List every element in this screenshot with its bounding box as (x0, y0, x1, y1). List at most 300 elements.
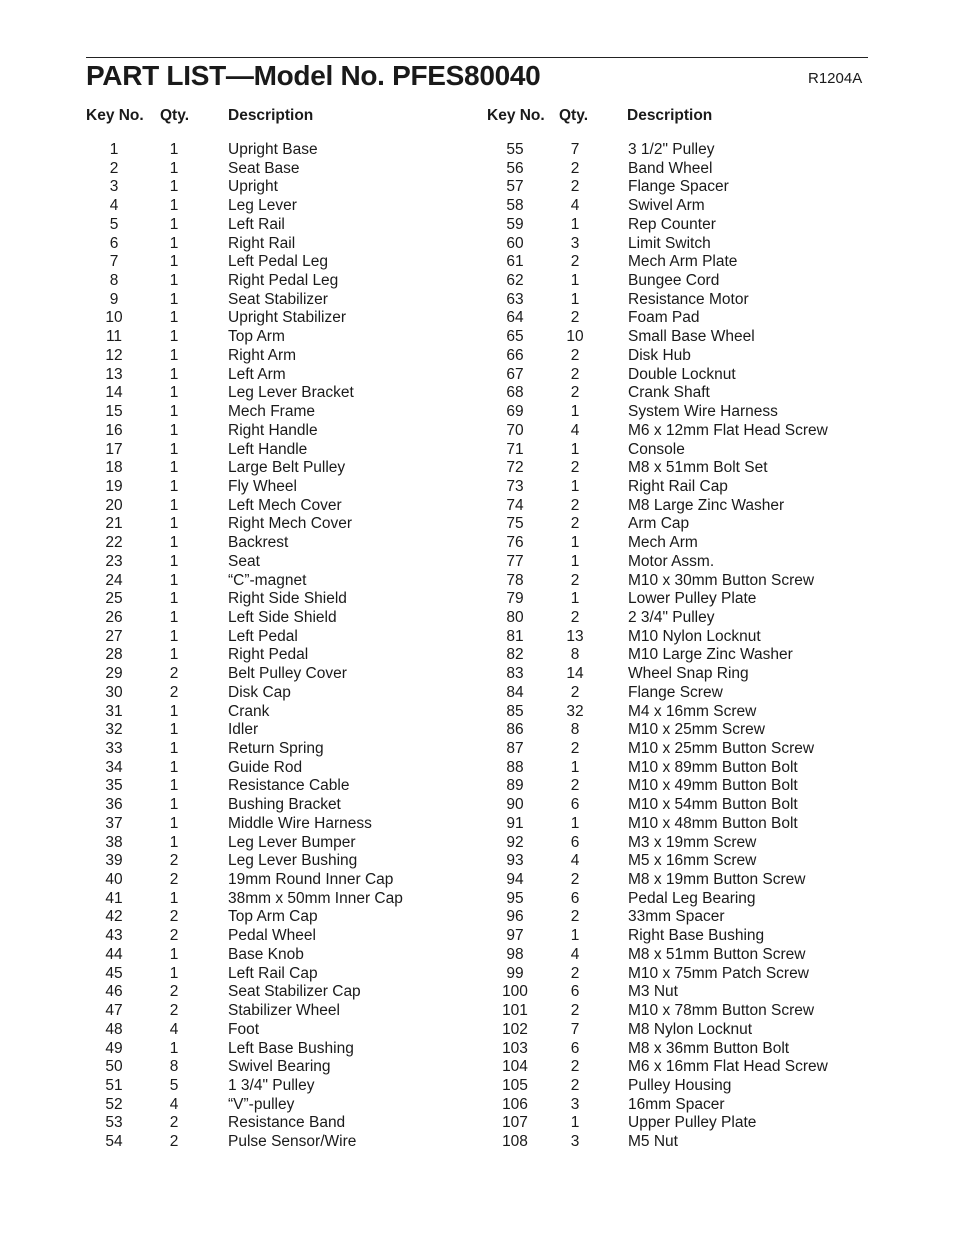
part-description: Backrest (228, 534, 289, 552)
part-description: Left Mech Cover (228, 496, 342, 514)
part-description: Resistance Cable (228, 777, 350, 795)
part-key-no: 86 (506, 721, 524, 739)
part-key-no: 64 (506, 309, 524, 327)
part-key-no: 77 (506, 552, 524, 570)
part-qty: 2 (570, 777, 580, 795)
part-key-no: 40 (105, 871, 123, 889)
part-description: Mech Frame (228, 403, 315, 421)
part-qty: 1 (169, 197, 179, 215)
part-description: Pedal Leg Bearing (628, 889, 756, 907)
part-key-no: 47 (105, 1002, 123, 1020)
part-qty: 2 (570, 496, 580, 514)
part-qty: 2 (570, 253, 580, 271)
part-description: Base Knob (228, 945, 304, 963)
part-key-no: 2 (109, 159, 119, 177)
part-description: 3 1/2" Pulley (628, 141, 715, 158)
part-description: M3 Nut (628, 983, 678, 1001)
part-qty: 1 (169, 608, 179, 626)
part-description: Left Pedal Leg (228, 253, 328, 271)
part-qty: 2 (169, 852, 179, 870)
part-qty: 1 (169, 515, 179, 533)
part-description: Left Base Bushing (228, 1039, 354, 1057)
part-key-no: 68 (506, 384, 524, 402)
part-key-no: 65 (506, 328, 524, 346)
part-key-no: 80 (506, 608, 524, 626)
part-key-no: 83 (506, 665, 524, 683)
part-description: Leg Lever Bumper (228, 833, 356, 851)
part-qty: 2 (570, 1076, 580, 1094)
part-qty: 1 (169, 889, 179, 907)
part-key-no: 38 (105, 833, 123, 851)
part-description: Right Pedal Leg (228, 272, 339, 290)
part-key-no: 66 (506, 346, 524, 364)
part-qty: 1 (169, 945, 179, 963)
part-description: Upper Pulley Plate (628, 1114, 757, 1132)
part-description: Swivel Arm (628, 197, 705, 215)
part-description: Pedal Wheel (228, 927, 316, 945)
part-description: “C”-magnet (228, 571, 307, 589)
part-qty: 1 (169, 552, 179, 570)
part-qty: 7 (570, 1020, 580, 1038)
part-key-no: 91 (506, 814, 524, 832)
part-qty: 1 (169, 1039, 179, 1057)
part-key-no: 18 (105, 459, 123, 477)
part-description: “V”-pulley (228, 1095, 295, 1113)
part-key-no: 8 (109, 272, 119, 290)
part-key-no: 14 (105, 384, 123, 402)
part-qty: 1 (169, 740, 179, 757)
part-qty: 32 (566, 702, 584, 720)
part-description: M8 Nylon Locknut (628, 1020, 753, 1038)
part-qty: 2 (570, 740, 580, 757)
part-qty: 1 (169, 309, 179, 327)
part-qty: 1 (169, 702, 179, 720)
part-qty: 2 (570, 683, 580, 701)
part-description: Disk Cap (228, 683, 291, 701)
part-key-no: 41 (105, 889, 123, 907)
part-qty: 1 (169, 403, 179, 421)
part-qty: 1 (570, 215, 580, 233)
part-key-no: 1 (109, 141, 119, 158)
part-key-no: 22 (105, 534, 123, 552)
part-description: Rep Counter (628, 215, 716, 233)
header-qty-left: Qty. (160, 107, 189, 124)
part-key-no: 29 (105, 665, 123, 683)
part-description: Seat Base (228, 159, 300, 177)
part-description: Arm Cap (628, 515, 690, 533)
part-qty: 2 (570, 964, 580, 982)
part-key-no: 98 (506, 945, 524, 963)
part-description: Lower Pulley Plate (628, 590, 757, 608)
part-key-no: 53 (105, 1114, 123, 1132)
header-key-no-right: Key No. (487, 107, 545, 124)
part-description: M5 x 16mm Screw (628, 852, 757, 870)
part-description: Right Base Bushing (628, 927, 765, 945)
part-description: M8 Large Zinc Washer (628, 496, 785, 514)
part-qty: 1 (169, 721, 179, 739)
part-qty: 1 (169, 814, 179, 832)
part-description: Fly Wheel (228, 477, 297, 495)
part-key-no: 99 (506, 964, 524, 982)
part-key-no: 69 (506, 403, 524, 421)
part-qty: 2 (169, 983, 179, 1001)
part-key-no: 54 (105, 1133, 123, 1151)
part-qty: 1 (169, 272, 179, 290)
header-key-no-left: Key No. (86, 107, 144, 124)
part-description: Leg Lever Bushing (228, 852, 358, 870)
part-qty: 1 (169, 328, 179, 346)
part-description: Leg Lever (228, 197, 297, 215)
part-description: 2 3/4" Pulley (628, 608, 715, 626)
part-qty: 8 (570, 721, 580, 739)
part-qty: 6 (570, 983, 580, 1001)
part-description: M10 x 25mm Button Screw (628, 740, 815, 757)
part-description: Right Rail Cap (628, 477, 728, 495)
part-description: System Wire Harness (628, 403, 778, 421)
part-qty: 3 (570, 1095, 580, 1113)
part-key-no: 46 (105, 983, 123, 1001)
part-key-no: 90 (506, 796, 524, 814)
part-qty: 4 (570, 945, 580, 963)
part-qty: 2 (570, 159, 580, 177)
part-description: Flange Spacer (628, 178, 729, 196)
part-qty: 10 (566, 328, 584, 346)
part-qty: 2 (570, 515, 580, 533)
part-description: Seat Stabilizer Cap (228, 983, 361, 1001)
part-qty: 1 (570, 477, 580, 495)
part-key-no: 3 (109, 178, 119, 196)
part-description: Motor Assm. (628, 552, 715, 570)
part-qty: 7 (570, 141, 580, 158)
part-qty: 2 (169, 1002, 179, 1020)
part-qty: 1 (169, 571, 179, 589)
part-qty: 2 (570, 1058, 580, 1076)
part-qty: 1 (169, 159, 179, 177)
part-key-no: 71 (506, 440, 524, 458)
part-key-no: 42 (105, 908, 123, 926)
part-description: Right Arm (228, 346, 297, 364)
part-key-no: 10 (105, 309, 123, 327)
header-description-left: Description (228, 107, 314, 124)
part-description: Bushing Bracket (228, 796, 341, 814)
part-qty: 2 (169, 871, 179, 889)
part-qty: 1 (570, 590, 580, 608)
part-key-no: 89 (506, 777, 524, 795)
part-qty: 1 (570, 290, 580, 308)
part-qty: 4 (570, 852, 580, 870)
part-description: Disk Hub (628, 346, 691, 364)
part-key-no: 103 (502, 1039, 528, 1057)
part-key-no: 36 (105, 796, 123, 814)
part-description: Return Spring (228, 740, 324, 757)
part-description: Band Wheel (628, 159, 713, 177)
part-key-no: 33 (105, 740, 123, 757)
part-qty: 2 (570, 571, 580, 589)
part-qty: 2 (570, 871, 580, 889)
part-description: Idler (228, 721, 259, 739)
part-qty: 2 (169, 665, 179, 683)
part-key-no: 87 (506, 740, 524, 757)
part-qty: 1 (570, 440, 580, 458)
part-description: 19mm Round Inner Cap (228, 871, 394, 889)
header-description-right: Description (627, 107, 713, 124)
part-description: M10 x 30mm Button Screw (628, 571, 815, 589)
part-description: Middle Wire Harness (228, 814, 372, 832)
part-qty: 1 (169, 215, 179, 233)
part-qty: 2 (169, 683, 179, 701)
part-key-no: 4 (109, 197, 119, 215)
part-description: Right Mech Cover (228, 515, 353, 533)
part-description: Top Arm Cap (228, 908, 318, 926)
part-description: Mech Arm (628, 534, 698, 552)
part-key-no: 74 (506, 496, 524, 514)
part-description: Upright Stabilizer (228, 309, 347, 327)
part-description: Left Rail Cap (228, 964, 318, 982)
part-description: Guide Rod (228, 758, 303, 776)
part-qty: 6 (570, 1039, 580, 1057)
part-qty: 2 (169, 927, 179, 945)
part-key-no: 37 (105, 814, 123, 832)
part-qty: 2 (570, 608, 580, 626)
part-qty: 1 (169, 758, 179, 776)
part-qty: 1 (570, 552, 580, 570)
part-description: Stabilizer Wheel (228, 1002, 340, 1020)
part-description: Crank Shaft (628, 384, 710, 402)
part-key-no: 23 (105, 552, 123, 570)
part-key-no: 25 (105, 590, 123, 608)
part-description: M10 Nylon Locknut (628, 627, 761, 645)
part-description: Foam Pad (628, 309, 700, 327)
part-description: Right Handle (228, 421, 318, 439)
part-key-no: 75 (506, 515, 524, 533)
part-key-no: 28 (105, 646, 123, 664)
part-key-no: 39 (105, 852, 123, 870)
part-key-no: 78 (506, 571, 524, 589)
part-key-no: 48 (105, 1020, 123, 1038)
part-qty: 2 (570, 459, 580, 477)
part-qty: 1 (169, 253, 179, 271)
part-key-no: 97 (506, 927, 524, 945)
part-qty: 5 (169, 1076, 179, 1094)
part-key-no: 15 (105, 403, 123, 421)
part-key-no: 105 (502, 1076, 528, 1094)
part-qty: 2 (169, 1133, 179, 1151)
part-key-no: 58 (506, 197, 524, 215)
part-qty: 6 (570, 833, 580, 851)
part-qty: 3 (570, 1133, 580, 1151)
part-key-no: 72 (506, 459, 524, 477)
part-qty: 2 (570, 384, 580, 402)
part-key-no: 32 (105, 721, 123, 739)
part-qty: 1 (169, 590, 179, 608)
part-qty: 6 (570, 889, 580, 907)
part-key-no: 76 (506, 534, 524, 552)
part-description: Large Belt Pulley (228, 459, 346, 477)
part-description: 16mm Spacer (628, 1095, 725, 1113)
part-description: Limit Switch (628, 234, 711, 252)
part-description: M10 x 49mm Button Bolt (628, 777, 798, 795)
part-description: Foot (228, 1020, 260, 1038)
part-qty: 1 (169, 141, 179, 158)
part-qty: 1 (570, 534, 580, 552)
part-key-no: 20 (105, 496, 123, 514)
part-key-no: 49 (105, 1039, 123, 1057)
part-qty: 1 (169, 421, 179, 439)
part-description: M10 x 78mm Button Screw (628, 1002, 815, 1020)
part-qty: 1 (169, 777, 179, 795)
part-qty: 1 (169, 796, 179, 814)
part-key-no: 84 (506, 683, 524, 701)
part-description: M5 Nut (628, 1133, 678, 1151)
part-key-no: 82 (506, 646, 524, 664)
part-description: Swivel Bearing (228, 1058, 331, 1076)
part-qty: 1 (169, 440, 179, 458)
part-key-no: 107 (502, 1114, 528, 1132)
part-qty: 4 (570, 421, 580, 439)
part-key-no: 27 (105, 627, 123, 645)
part-description: M8 x 36mm Button Bolt (628, 1039, 790, 1057)
part-key-no: 88 (506, 758, 524, 776)
part-key-no: 6 (109, 234, 119, 252)
part-key-no: 104 (502, 1058, 528, 1076)
part-qty: 2 (570, 365, 580, 383)
part-qty: 4 (570, 197, 580, 215)
part-description: 33mm Spacer (628, 908, 725, 926)
part-key-no: 19 (105, 477, 123, 495)
part-qty: 1 (169, 477, 179, 495)
part-description: Right Side Shield (228, 590, 347, 608)
part-key-no: 106 (502, 1095, 528, 1113)
part-key-no: 9 (109, 290, 119, 308)
part-description: Right Pedal (228, 646, 309, 664)
part-description: M10 x 89mm Button Bolt (628, 758, 798, 776)
part-description: Pulley Housing (628, 1076, 732, 1094)
part-key-no: 17 (105, 440, 123, 458)
part-description: M4 x 16mm Screw (628, 702, 757, 720)
part-description: Left Pedal (228, 627, 298, 645)
part-qty: 3 (570, 234, 580, 252)
part-qty: 2 (169, 908, 179, 926)
part-description: Right Rail (228, 234, 296, 252)
part-qty: 1 (169, 178, 179, 196)
part-qty: 1 (169, 534, 179, 552)
part-description: Left Arm (228, 365, 286, 383)
part-description: M10 x 48mm Button Bolt (628, 814, 798, 832)
part-key-no: 61 (506, 253, 524, 271)
part-description: M8 x 19mm Button Screw (628, 871, 806, 889)
part-description: 38mm x 50mm Inner Cap (228, 889, 403, 907)
part-key-no: 59 (506, 215, 524, 233)
part-qty: 1 (169, 234, 179, 252)
part-key-no: 50 (105, 1058, 123, 1076)
part-key-no: 108 (502, 1133, 528, 1151)
part-key-no: 85 (506, 702, 524, 720)
part-qty: 4 (169, 1095, 179, 1113)
part-key-no: 60 (506, 234, 524, 252)
part-qty: 2 (570, 908, 580, 926)
part-qty: 13 (566, 627, 584, 645)
part-key-no: 34 (105, 758, 123, 776)
part-description: Seat Stabilizer (228, 290, 328, 308)
header-qty-right: Qty. (559, 107, 588, 124)
part-key-no: 102 (502, 1020, 528, 1038)
part-description: Crank (228, 702, 270, 720)
part-description: M6 x 12mm Flat Head Screw (628, 421, 828, 439)
part-key-no: 70 (506, 421, 524, 439)
part-description: M3 x 19mm Screw (628, 833, 757, 851)
part-key-no: 30 (105, 683, 123, 701)
part-key-no: 45 (105, 964, 123, 982)
part-key-no: 21 (105, 515, 123, 533)
part-key-no: 95 (506, 889, 524, 907)
part-description: Seat (228, 552, 260, 570)
part-key-no: 13 (105, 365, 123, 383)
part-key-no: 31 (105, 702, 123, 720)
part-qty: 1 (570, 403, 580, 421)
part-qty: 1 (169, 646, 179, 664)
part-description: Pulse Sensor/Wire (228, 1133, 357, 1151)
part-description: Top Arm (228, 328, 285, 346)
part-qty: 1 (169, 290, 179, 308)
part-qty: 1 (570, 814, 580, 832)
page-title: PART LIST—Model No. PFES80040 (86, 60, 541, 91)
part-key-no: 52 (105, 1095, 123, 1113)
part-key-no: 44 (105, 945, 123, 963)
part-key-no: 63 (506, 290, 524, 308)
part-key-no: 79 (506, 590, 524, 608)
part-qty: 14 (566, 665, 584, 683)
part-description: Resistance Motor (628, 290, 749, 308)
part-qty: 6 (570, 796, 580, 814)
part-qty: 1 (169, 346, 179, 364)
part-qty: 4 (169, 1020, 179, 1038)
revision-code: R1204A (808, 70, 863, 87)
part-key-no: 12 (105, 346, 123, 364)
part-description: M8 x 51mm Button Screw (628, 945, 806, 963)
part-description: Mech Arm Plate (628, 253, 738, 271)
part-key-no: 100 (502, 983, 528, 1001)
part-qty: 1 (169, 459, 179, 477)
part-description: Leg Lever Bracket (228, 384, 354, 402)
part-key-no: 55 (506, 141, 524, 158)
part-qty: 1 (169, 496, 179, 514)
part-key-no: 7 (109, 253, 119, 271)
part-qty: 2 (570, 1002, 580, 1020)
title-rule (86, 57, 868, 58)
part-description: 1 3/4" Pulley (228, 1076, 315, 1094)
part-description: Console (628, 440, 685, 458)
part-key-no: 62 (506, 272, 524, 290)
part-description: Wheel Snap Ring (628, 665, 749, 683)
part-key-no: 24 (105, 571, 123, 589)
part-qty: 1 (169, 627, 179, 645)
part-key-no: 101 (502, 1002, 528, 1020)
part-qty: 2 (570, 346, 580, 364)
part-key-no: 57 (506, 178, 524, 196)
part-description: Left Rail (228, 215, 285, 233)
part-qty: 2 (570, 178, 580, 196)
part-key-no: 81 (506, 627, 524, 645)
part-key-no: 56 (506, 159, 524, 177)
part-qty: 1 (169, 384, 179, 402)
part-key-no: 51 (105, 1076, 123, 1094)
part-key-no: 92 (506, 833, 524, 851)
part-qty: 1 (570, 1114, 580, 1132)
part-description: M10 x 75mm Patch Screw (628, 964, 809, 982)
part-description: M6 x 16mm Flat Head Screw (628, 1058, 828, 1076)
part-description: Bungee Cord (628, 272, 720, 290)
part-qty: 1 (570, 758, 580, 776)
